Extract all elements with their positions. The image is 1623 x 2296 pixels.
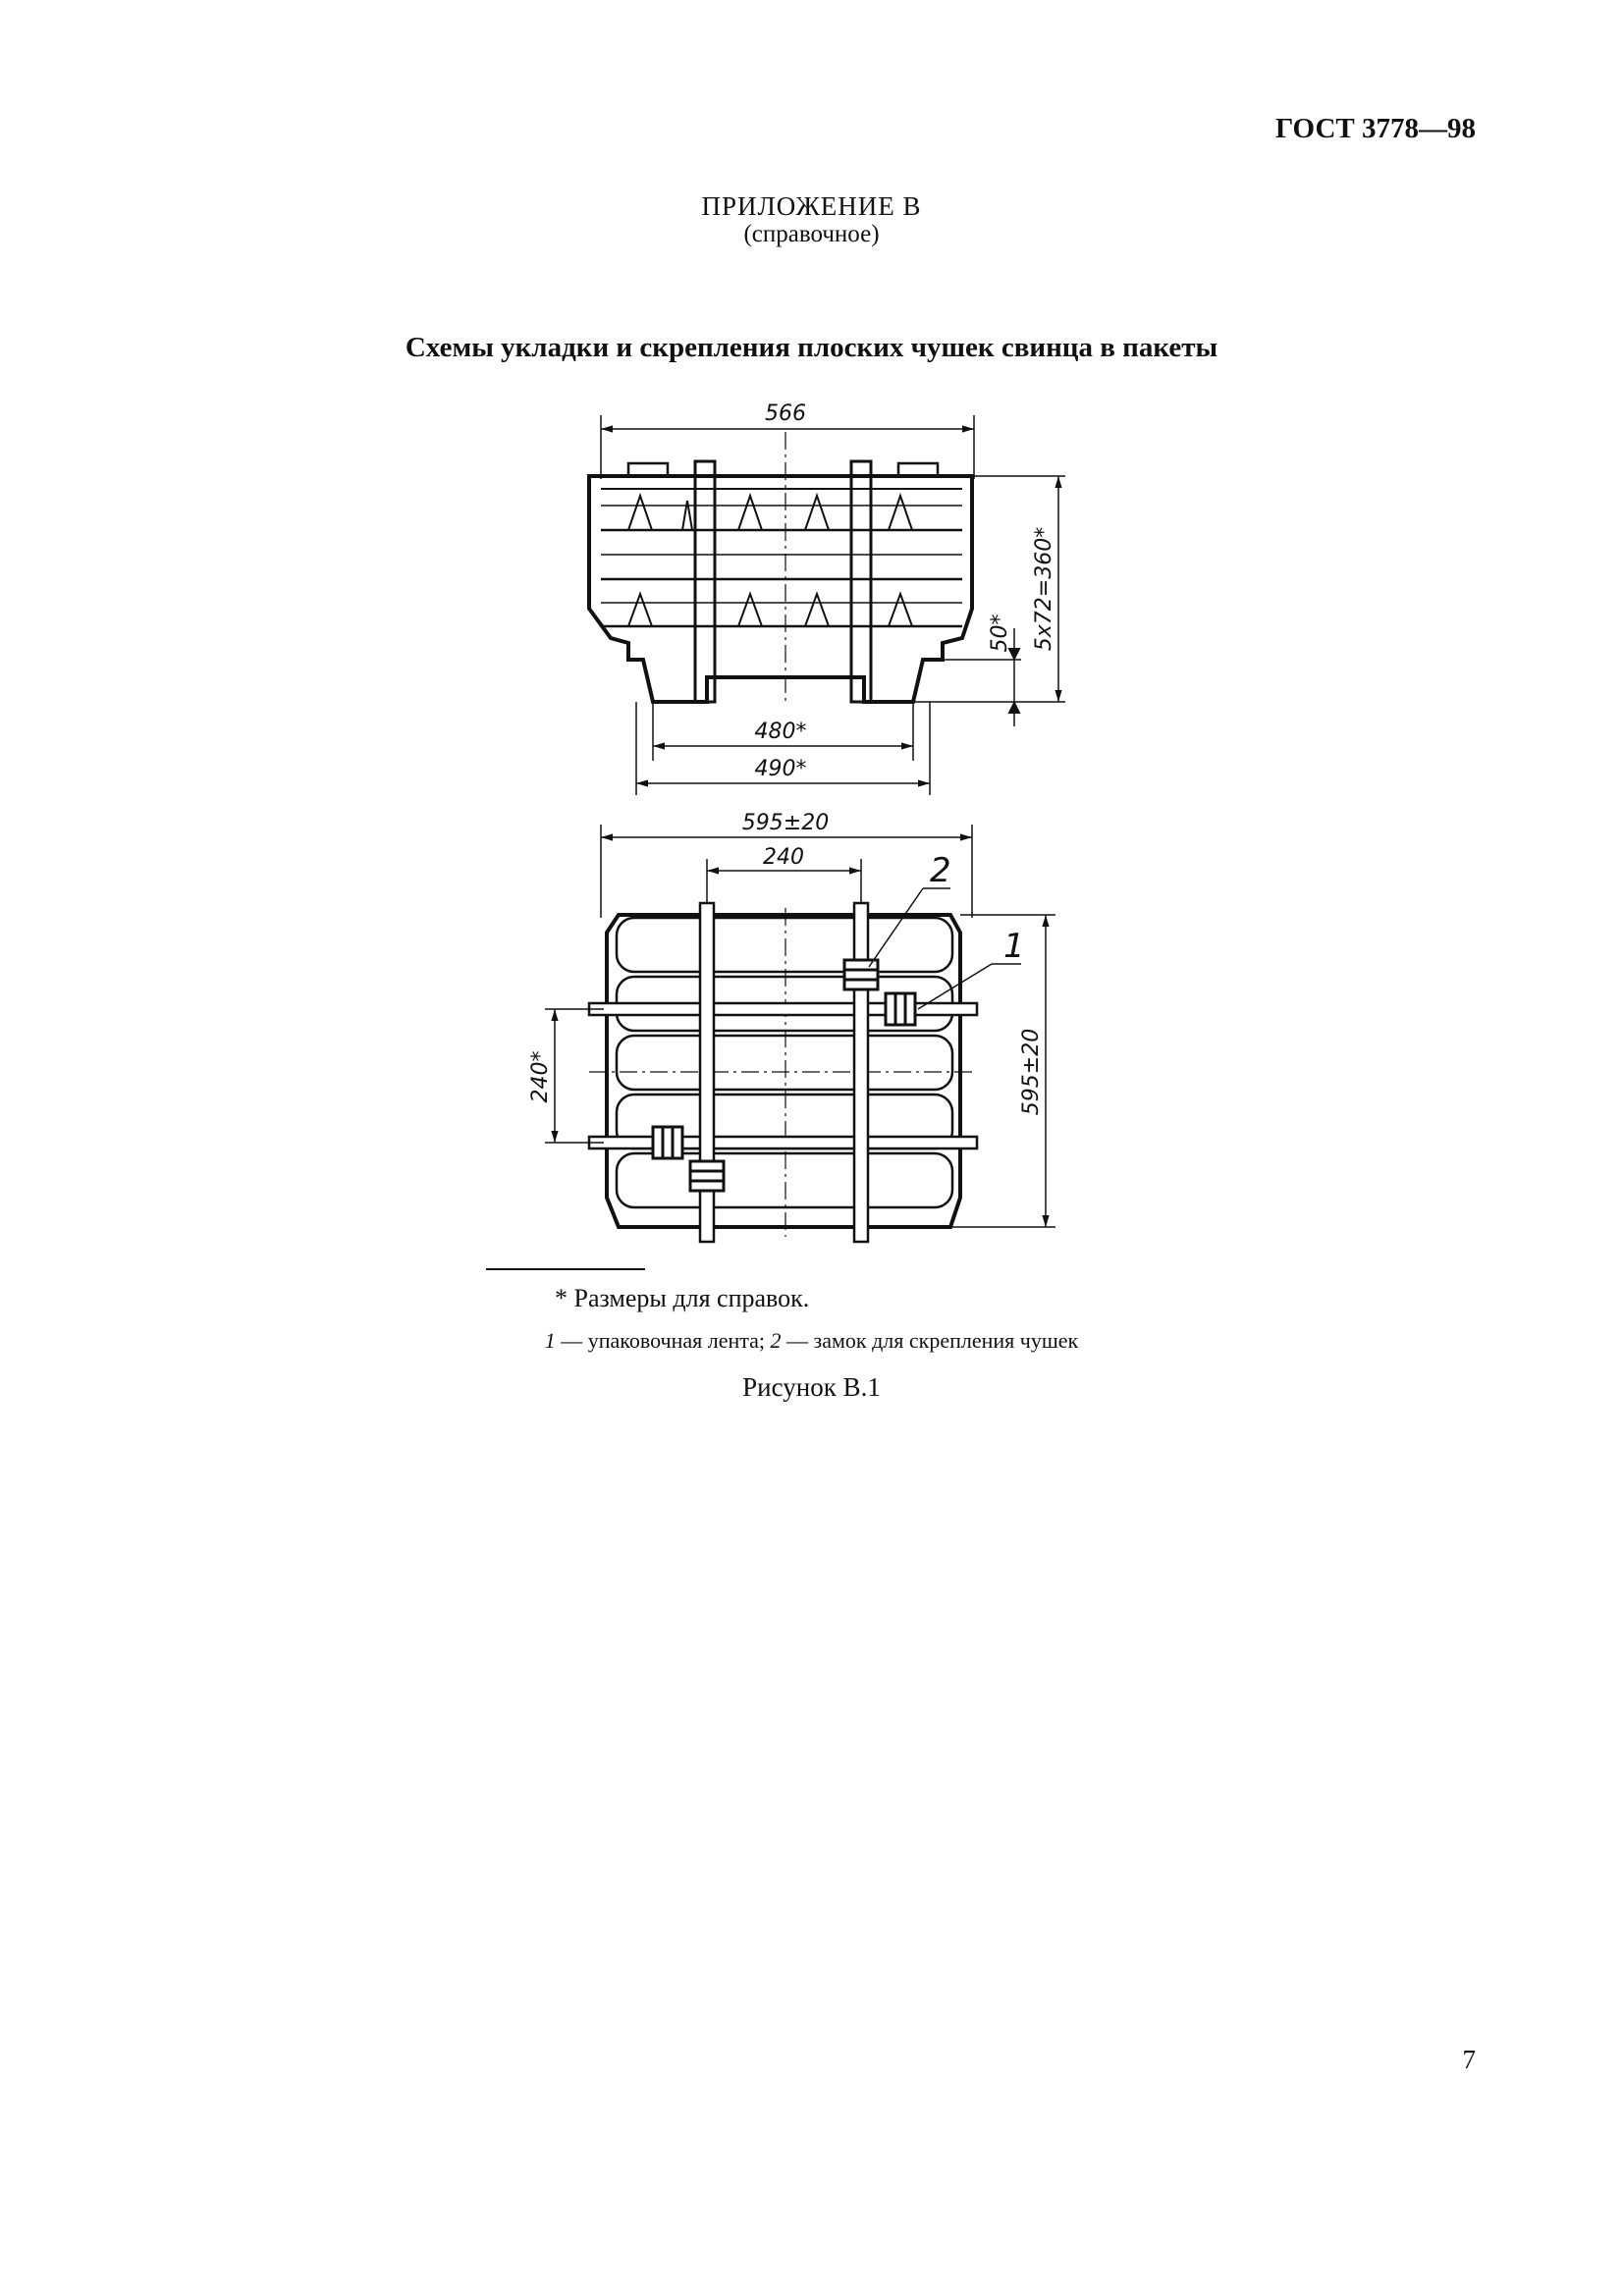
stack-outline: [589, 476, 972, 702]
dim-490-label: 490*: [754, 757, 807, 781]
annex-title: ПРИЛОЖЕНИЕ В: [701, 191, 922, 221]
figure-legend: [0, 1328, 1623, 1354]
lock-top-right-horizontal: [886, 993, 915, 1025]
legend-item1-text: — упаковочная лента;: [555, 1328, 771, 1353]
callout-1-label: 1: [1003, 927, 1025, 966]
strap-horizontal-bottom: [589, 1137, 977, 1148]
legend-item2-number: 2: [770, 1328, 782, 1353]
figure-caption: Рисунок В.1: [742, 1372, 881, 1402]
callout-2-label: 2: [930, 851, 951, 890]
front-view: [589, 415, 1065, 795]
front-strap-left: [695, 461, 715, 702]
lock-bottom-left-vertical: [690, 1161, 724, 1191]
lock-top-right-vertical: [844, 960, 878, 989]
dim-480-label: 480*: [754, 720, 807, 744]
dim-595-right-label: 595±20: [1019, 1028, 1044, 1116]
lock-bottom-left-horizontal: [653, 1127, 682, 1158]
dim-566-label: 566: [765, 401, 806, 426]
footnote: * Размеры для справок.: [555, 1284, 810, 1312]
plan-outline: [607, 915, 960, 1227]
legend-item1-number: 1: [544, 1328, 556, 1353]
figure-heading: Схемы укладки и скрепления плоских чушек свинца в пакеты: [405, 332, 1218, 363]
page-number: 7: [1462, 2045, 1476, 2074]
top-view: [545, 825, 1055, 1242]
legend-item2-text: — замок для скрепления чушек: [781, 1328, 1079, 1353]
front-strap-right: [851, 461, 871, 702]
dim-360-label: 5х72=360*: [1032, 526, 1056, 652]
dim-240-x-label: 240: [763, 845, 804, 870]
dim-50-label: 50*: [988, 614, 1012, 653]
callout-2-leader: [869, 888, 923, 967]
dim-240-y-label: 240*: [528, 1050, 553, 1103]
footnote-rule: [486, 1268, 645, 1270]
strap-vertical-right: [854, 903, 868, 1242]
document-code: ГОСТ 3778—98: [1274, 113, 1476, 144]
annex-subtitle: (справочное): [743, 221, 880, 247]
dim-595-top-label: 595±20: [741, 811, 830, 835]
